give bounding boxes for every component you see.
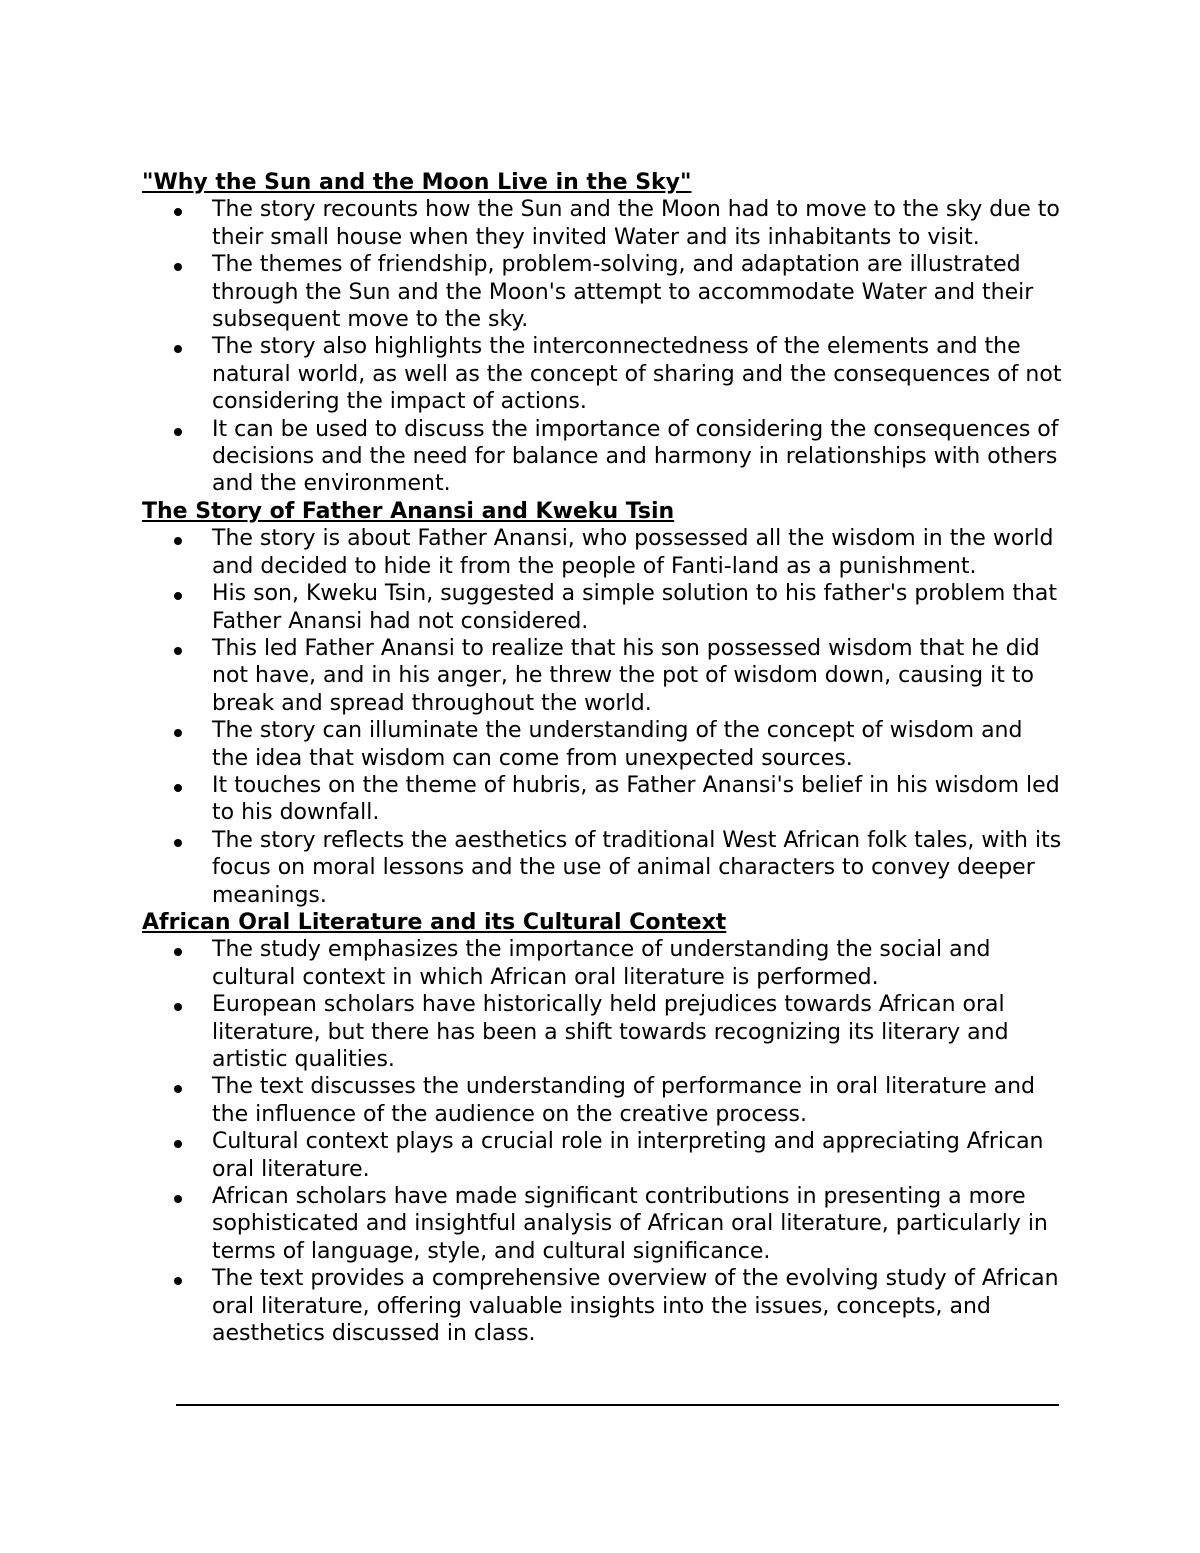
list-item-text: The story can illuminate the understanding of the concept of wisdom and the idea that wisdom can come from unexpected sources. [212, 718, 1023, 771]
list-item-text: The story reflects the aesthetics of traditional West African folk tales, with its focus on moral lessons and the use of animal characters to convey deeper meanings. [212, 827, 1062, 908]
bullet-icon [174, 1003, 182, 1011]
bullet-icon [174, 729, 182, 737]
bullet-icon [174, 345, 182, 353]
bullet-icon [174, 647, 182, 655]
bullet-icon [174, 839, 182, 847]
section-heading: African Oral Literature and its Cultural Context [142, 909, 727, 935]
list-item [142, 1265, 1062, 1347]
list-item [142, 991, 1062, 1073]
list-item-text: His son, Kweku Tsin, suggested a simple solution to his father's problem that Father Anansi had not considered. [212, 581, 1058, 634]
bullet-icon [174, 1140, 182, 1148]
list-item-text: The story also highlights the interconnectedness of the elements and the natural world, as well as the concept of sharing and the consequences of not considering the impact of actions. [212, 334, 1062, 415]
list-item-text: The study emphasizes the importance of understanding the social and cultural context in which African oral literature is performed. [212, 937, 991, 990]
list-item [142, 635, 1062, 717]
bullet-list [142, 936, 1062, 1347]
bullet-icon [174, 1277, 182, 1285]
bullet-icon [174, 1085, 182, 1093]
list-item [142, 1073, 1062, 1128]
document-page [142, 169, 1062, 1347]
list-item [142, 772, 1062, 827]
list-item [142, 333, 1062, 415]
list-item [142, 827, 1062, 909]
bullet-icon [174, 263, 182, 271]
section-sun-and-moon [142, 169, 1062, 498]
list-item [142, 580, 1062, 635]
section-oral-literature [142, 909, 1062, 1348]
bullet-icon [174, 784, 182, 792]
section-heading: "Why the Sun and the Moon Live in the Sky" [142, 170, 692, 195]
list-item [142, 936, 1062, 991]
list-item-text: The text provides a comprehensive overview of the evolving study of African oral literature, offering valuable insights into the issues, concepts, and aesthetics discussed in class. [212, 1266, 1059, 1347]
list-item-text: It touches on the theme of hubris, as Father Anansi's belief in his wisdom led to his downfall. [212, 772, 1060, 826]
bullet-icon [174, 1195, 182, 1203]
bullet-list [142, 525, 1062, 909]
list-item-text: The story recounts how the Sun and the Moon had to move to the sky due to their small house when they invited Water and its inhabitants to visit. [212, 197, 1060, 250]
list-item [142, 196, 1062, 251]
list-item-text: The story is about Father Anansi, who possessed all the wisdom in the world and decided to hide it from the people of Fanti-land as a punishment. [212, 526, 1054, 579]
bullet-icon [174, 428, 182, 436]
list-item-text: Cultural context plays a crucial role in interpreting and appreciating African oral literature. [212, 1129, 1044, 1182]
list-item [142, 251, 1062, 333]
bottom-divider [176, 1404, 1059, 1406]
list-item-text: The themes of friendship, problem-solving, and adaptation are illustrated through the Sun and the Moon's attempt to accommodate Water and their subsequent move to the sky. [212, 252, 1034, 333]
list-item [142, 1183, 1062, 1265]
list-item-text: African scholars have made significant contributions in presenting a more sophisticated and insightful analysis of African oral literature, particularly in terms of language, style, and cultural significance. [212, 1184, 1048, 1264]
list-item-text: It can be used to discuss the importance of considering the consequences of decisions and the need for balance and harmony in relationships with others and the environment. [212, 416, 1059, 497]
bullet-list [142, 196, 1062, 497]
bullet-icon [174, 208, 182, 216]
list-item [142, 416, 1062, 498]
list-item-text: The text discusses the understanding of performance in oral literature and the influence of the audience on the creative process. [212, 1074, 1036, 1127]
bullet-icon [174, 592, 182, 600]
list-item [142, 717, 1062, 772]
list-item-text: European scholars have historically held prejudices towards African oral literature, but there has been a shift towards recognizing its literary and artistic qualities. [212, 992, 1009, 1072]
list-item-text: This led Father Anansi to realize that his son possessed wisdom that he did not have, and in his anger, he threw the pot of wisdom down, causing it to break and spread throughout the world. [212, 635, 1040, 716]
section-father-anansi [142, 498, 1062, 909]
bullet-icon [174, 948, 182, 956]
list-item [142, 525, 1062, 580]
section-heading: The Story of Father Anansi and Kweku Tsin [142, 498, 675, 524]
list-item [142, 1128, 1062, 1183]
bullet-icon [174, 537, 182, 545]
